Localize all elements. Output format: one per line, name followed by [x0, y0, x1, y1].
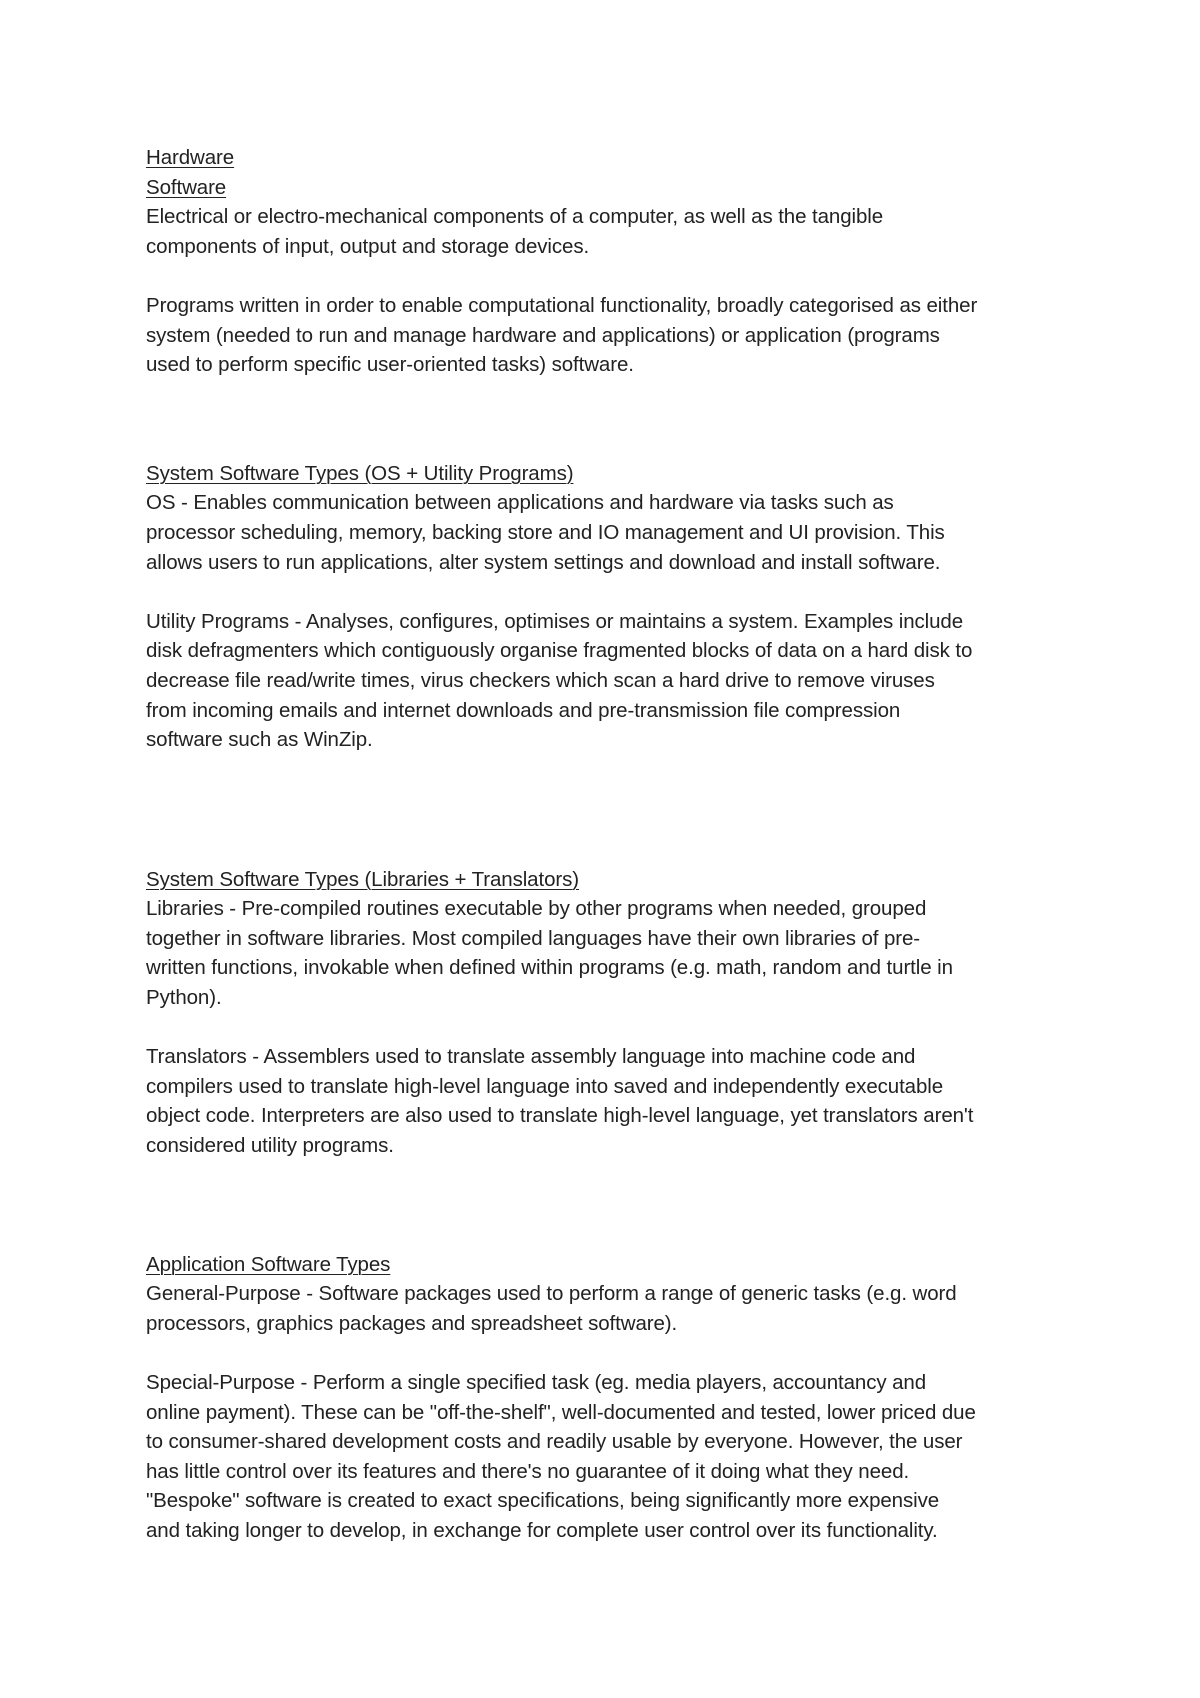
heading-hardware: Hardware: [146, 146, 235, 169]
text-line: considered utility programs.: [146, 1134, 394, 1158]
text-line: OS - Enables communication between applications and hardware via tasks such as: [146, 491, 894, 515]
text-line: software such as WinZip.: [146, 728, 373, 752]
text-line: "Bespoke" software is created to exact specifications, being significantly more expensive: [146, 1489, 940, 1513]
text-line: Special-Purpose - Perform a single specified task (eg. media players, accountancy and: [146, 1371, 927, 1394]
text-line: to consumer-shared development costs and readily usable by everyone. However, the user: [146, 1430, 963, 1454]
text-line: decrease file read/write times, virus checkers which scan a hard drive to remove viruses: [146, 668, 935, 692]
text-line: from incoming emails and internet downloads and pre-transmission file compression: [146, 698, 901, 722]
text-line: Libraries - Pre-compiled routines executable by other programs when needed, grouped: [146, 897, 927, 921]
text-line: and taking longer to develop, in exchange for complete user control over its functionality.: [146, 1518, 938, 1542]
hardware-definition: [146, 202, 1086, 261]
text-line: Programs written in order to enable computational functionality, broadly categorised as either: [146, 293, 978, 317]
text-line: Python).: [146, 986, 222, 1010]
translators-definition: [146, 1042, 1086, 1160]
text-line: Utility Programs - Analyses, configures, optimises or maintains a system. Examples include: [146, 609, 964, 633]
heading-system-os-utility: System Software Types (OS + Utility Programs): [146, 461, 574, 485]
heading-software: Software: [146, 175, 227, 199]
utility-definition: [146, 607, 1086, 755]
text-line: Translators - Assemblers used to translate assembly language into machine code and: [146, 1045, 916, 1069]
text-line: components of input, output and storage devices.: [146, 234, 590, 258]
text-line: processor scheduling, memory, backing store and IO management and UI provision. This: [146, 520, 945, 544]
text-line: allows users to run applications, alter system settings and download and install software.: [146, 550, 941, 574]
text-line: together in software libraries. Most compiled languages have their own libraries of pre-: [146, 926, 921, 950]
special-purpose-definition: [146, 1368, 1086, 1546]
heading-system-libraries-translators: System Software Types (Libraries + Translators): [146, 867, 579, 891]
general-purpose-definition: [146, 1279, 1086, 1338]
heading-application: Application Software Types: [146, 1252, 391, 1276]
text-line: system (needed to run and manage hardware and applications) or application (programs: [146, 323, 940, 347]
libraries-definition: [146, 894, 1086, 1012]
text-line: compilers used to translate high-level language into saved and independently executable: [146, 1074, 944, 1098]
text-line: disk defragmenters which contiguously organise fragmented blocks of data on a hard disk to: [146, 639, 973, 663]
text-line: object code. Interpreters are also used to translate high-level language, yet translators aren't: [146, 1104, 974, 1128]
text-line: processors, graphics packages and spreadsheet software).: [146, 1311, 678, 1335]
document-page: [146, 143, 1086, 1546]
text-line: has little control over its features and there's no guarantee of it doing what they need.: [146, 1459, 910, 1483]
os-definition: [146, 488, 1086, 577]
text-line: written functions, invokable when defined within programs (e.g. math, random and turtle in: [146, 956, 953, 980]
text-line: used to perform specific user-oriented tasks) software.: [146, 353, 634, 377]
text-line: Electrical or electro-mechanical components of a computer, as well as the tangible: [146, 205, 884, 229]
software-definition: [146, 291, 1086, 380]
text-line: online payment). These can be "off-the-shelf", well-documented and tested, lower priced due: [146, 1400, 976, 1424]
text-line: General-Purpose - Software packages used to perform a range of generic tasks (e.g. word: [146, 1282, 957, 1306]
